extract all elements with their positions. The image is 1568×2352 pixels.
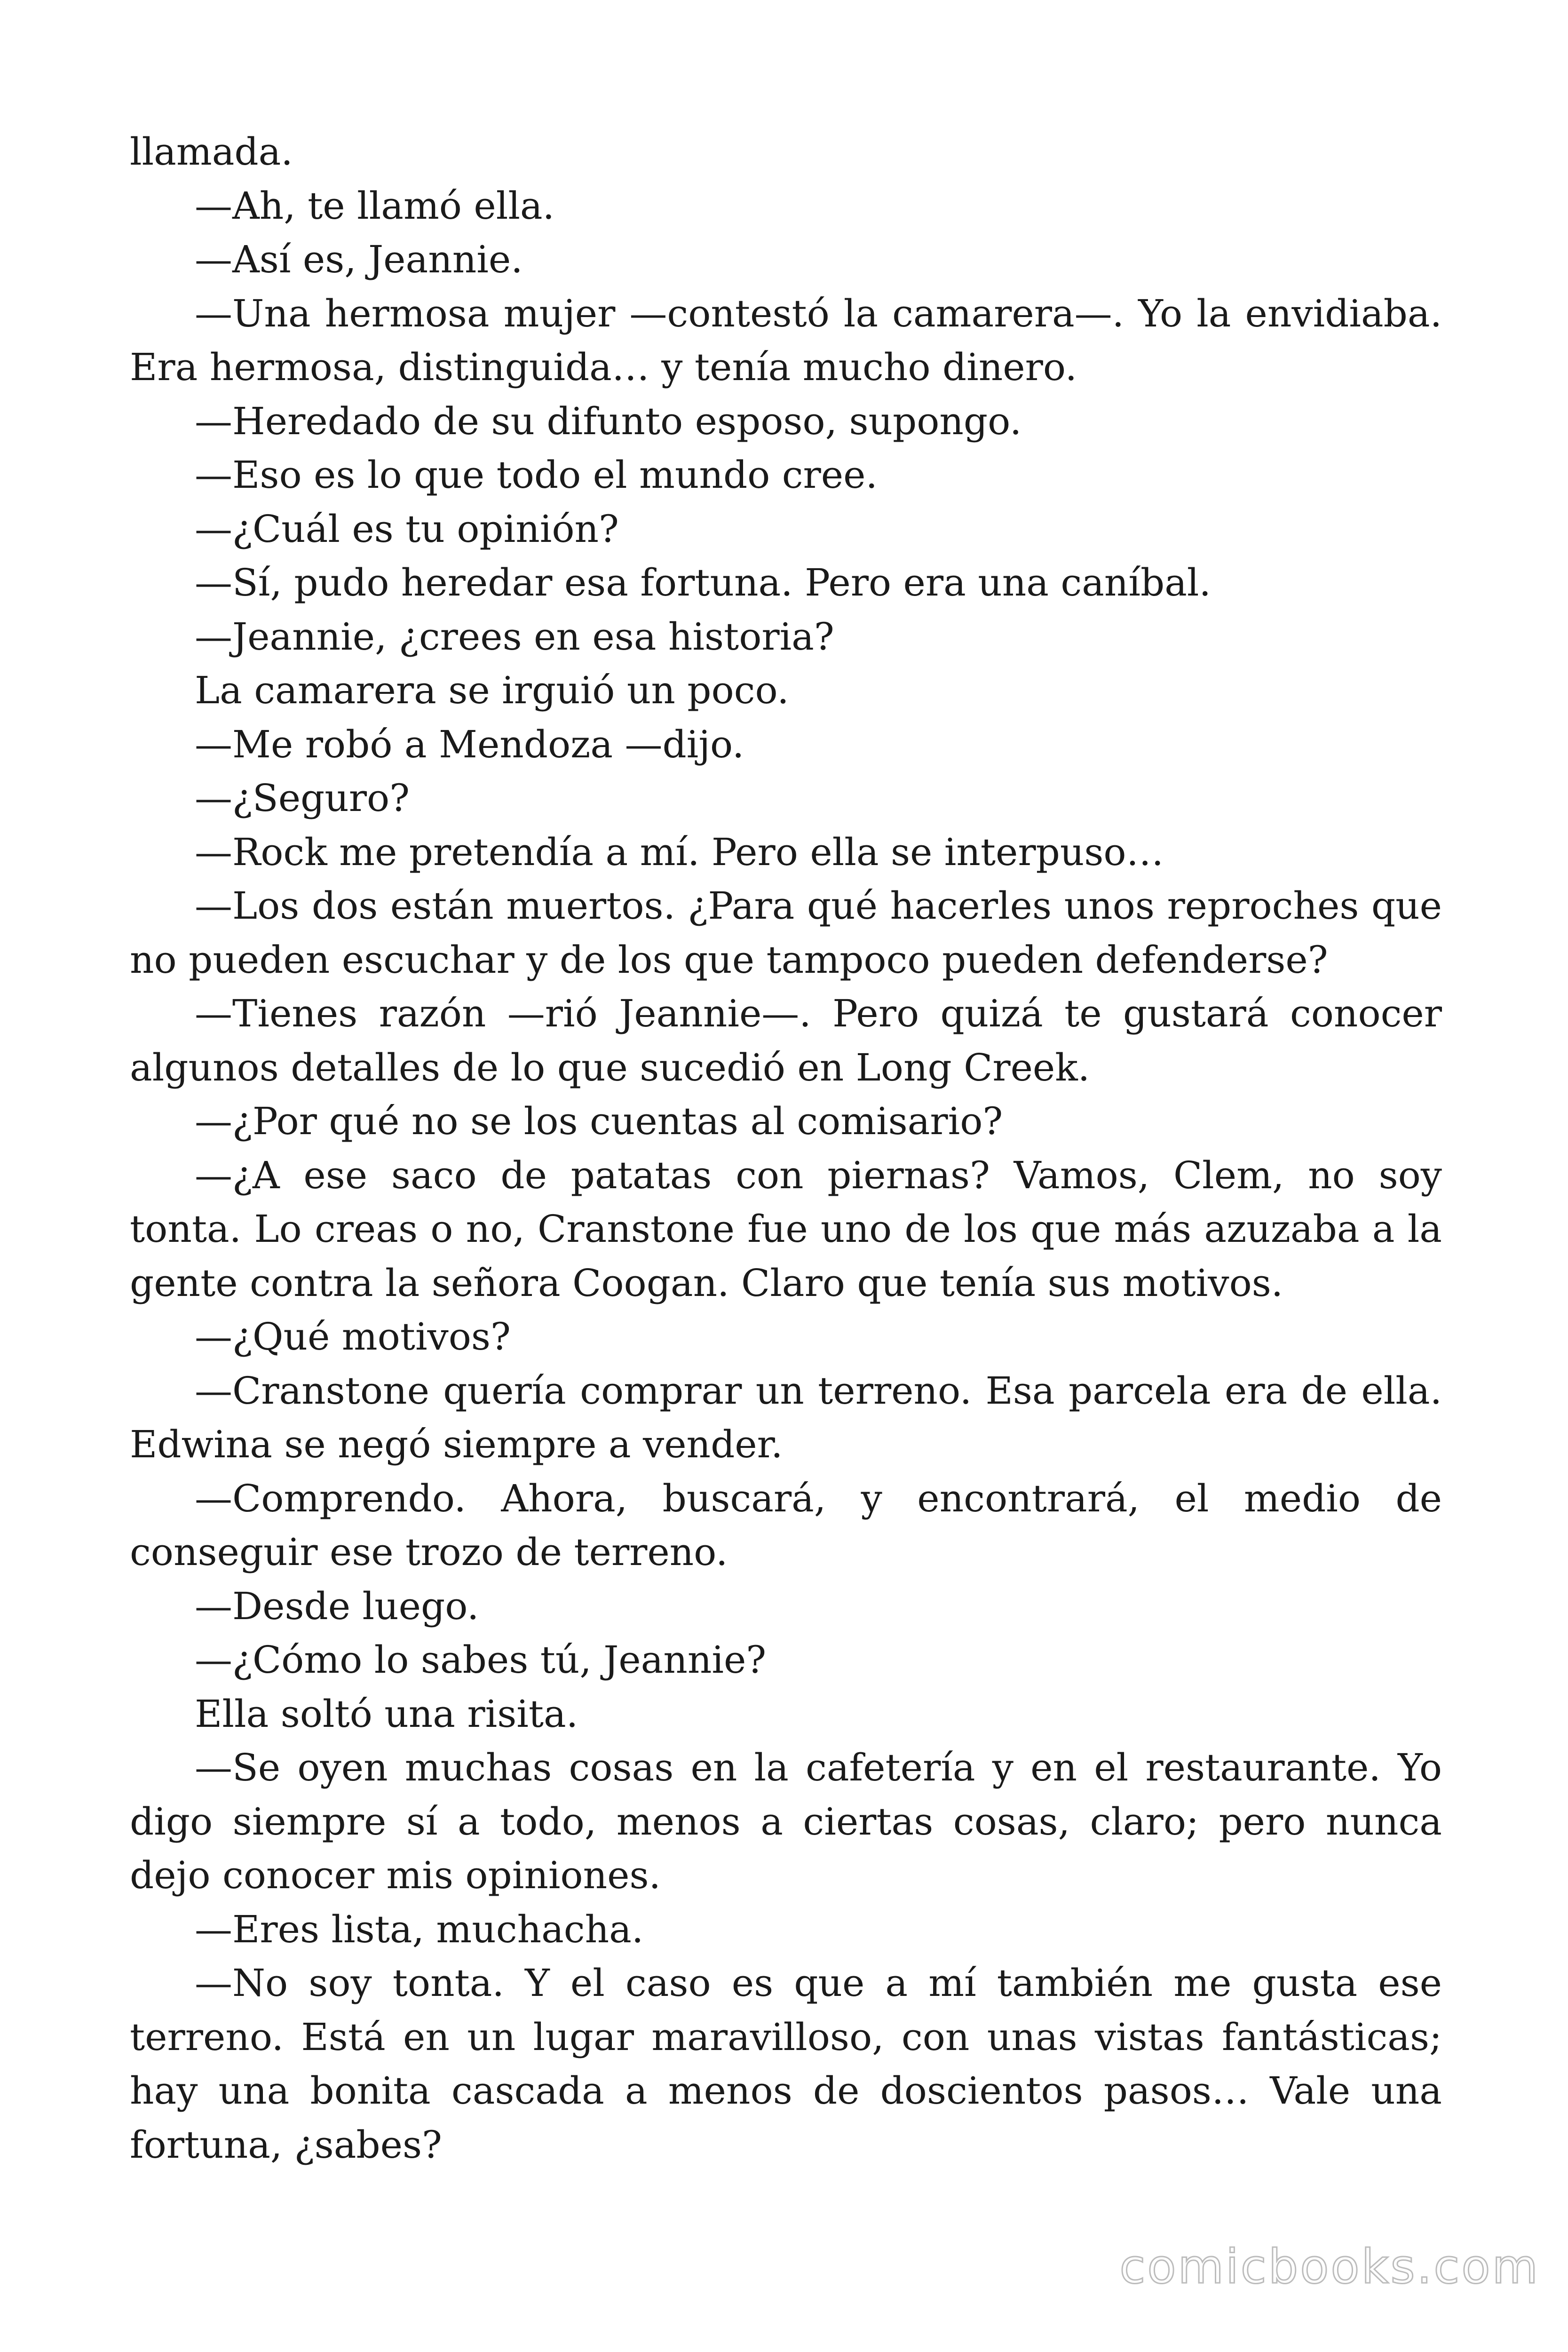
paragraph: —Sí, pudo heredar esa fortuna. Pero era una caníbal. [195, 561, 1211, 604]
paragraph: —¿A ese saco de patatas con piernas? Vamos, Clem, no soy tonta. Lo creas o no, Cranstone fue uno de los que más azuzaba a la gente contra la señora Coogan. Claro que tenía sus motivos. [130, 1153, 1442, 1305]
paragraph: —Rock me pretendía a mí. Pero ella se interpuso… [195, 830, 1164, 874]
paragraph: —¿Qué motivos? [195, 1315, 511, 1359]
paragraph: —Eres lista, muchacha. [195, 1907, 644, 1951]
paragraph: —¿Cómo lo sabes tú, Jeannie? [195, 1638, 767, 1682]
paragraph: —Desde luego. [195, 1584, 479, 1628]
paragraph: —Así es, Jeannie. [195, 238, 523, 281]
paragraph: —Jeannie, ¿crees en esa historia? [195, 614, 834, 659]
paragraph: —Eso es lo que todo el mundo cree. [195, 453, 878, 497]
paragraph: —Se oyen muchas cosas en la cafetería y en el restaurante. Yo digo siempre sí a todo, menos a ciertas cosas, claro; pero nunca dejo conocer mis opiniones. [130, 1746, 1442, 1897]
paragraph: —Tienes razón —rió Jeannie—. Pero quizá te gustará conocer algunos detalles de lo que sucedió en Long Creek. [130, 992, 1442, 1089]
paragraph: —Una hermosa mujer —contestó la camarera—. Yo la envidiaba. Era hermosa, distinguida… y tenía mucho dinero. [130, 291, 1442, 389]
paragraph: llamada. [130, 130, 293, 174]
paragraph: —Ah, te llamó ella. [195, 183, 555, 228]
paragraph: —¿Seguro? [195, 776, 410, 820]
paragraph: —Me robó a Mendoza —dijo. [195, 722, 744, 766]
page-body [130, 125, 1442, 2172]
paragraph: —Cranstone quería comprar un terreno. Esa parcela era de ella. Edwina se negó siempre a vender. [130, 1368, 1442, 1466]
paragraph: —¿Cuál es tu opinión? [195, 507, 619, 551]
paragraph: La camarera se irguió un poco. [195, 668, 789, 712]
watermark: comicbooks.com [1119, 2239, 1540, 2294]
paragraph: Ella soltó una risita. [195, 1692, 578, 1736]
paragraph: —Comprendo. Ahora, buscará, y encontrará, el medio de conseguir ese trozo de terreno. [130, 1476, 1442, 1574]
paragraph: —No soy tonta. Y el caso es que a mí también me gusta ese terreno. Está en un lugar maravilloso, con unas vistas fantásticas; hay una bonita cascada a menos de doscientos pasos… Vale una fortuna, ¿sabes? [130, 1961, 1442, 2167]
paragraph: —¿Por qué no se los cuentas al comisario? [195, 1099, 1003, 1143]
paragraph: —Los dos están muertos. ¿Para qué hacerles unos reproches que no pueden escuchar y de los que tampoco pueden defenderse? [130, 884, 1442, 982]
paragraph: —Heredado de su difunto esposo, supongo. [195, 399, 1022, 443]
